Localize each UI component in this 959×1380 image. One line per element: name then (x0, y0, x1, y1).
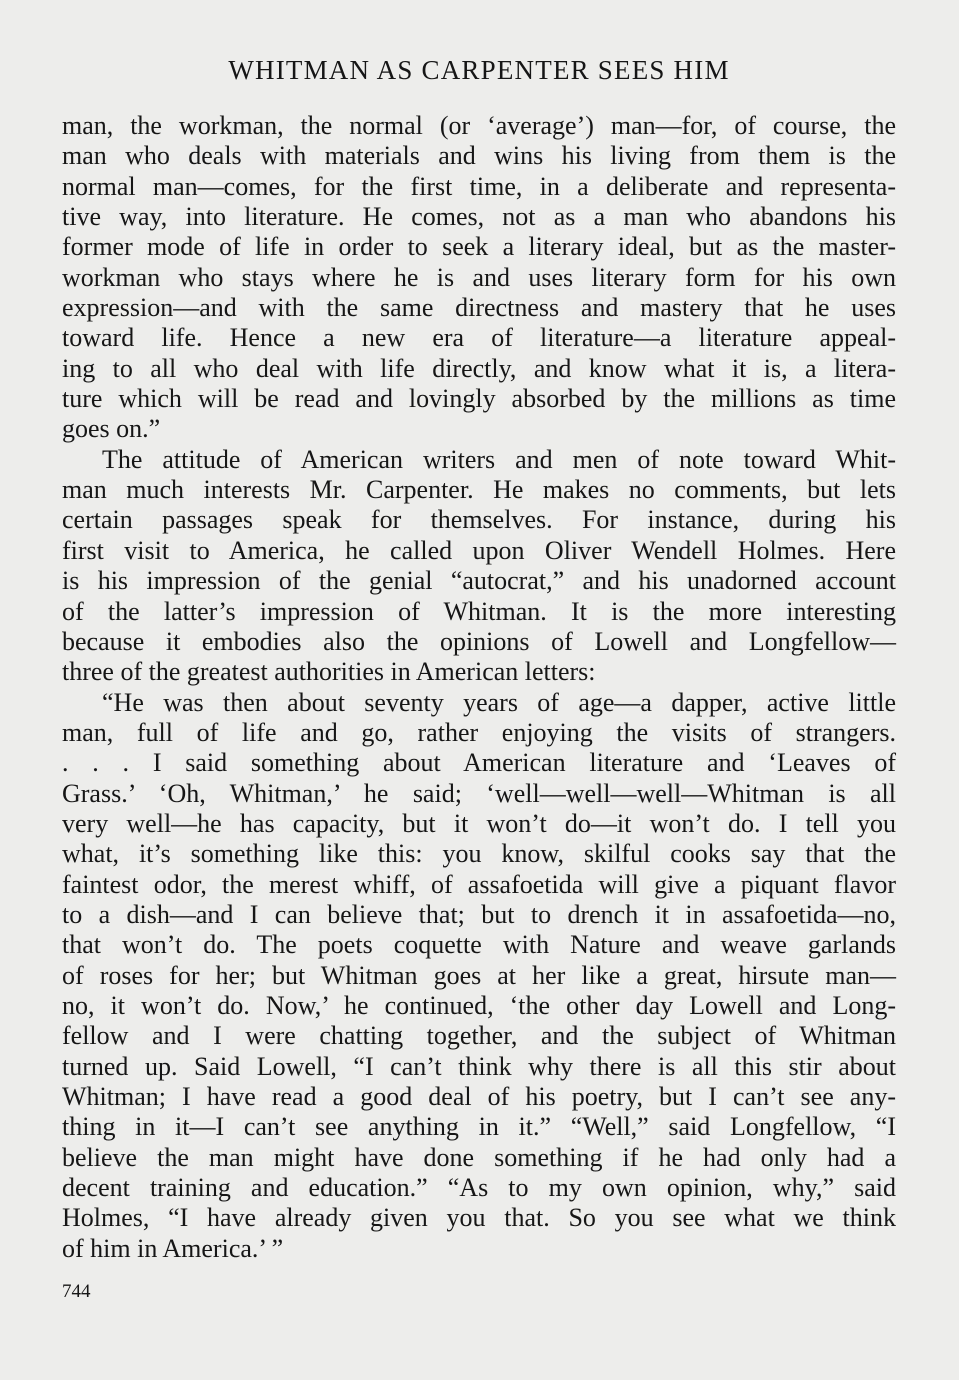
text-line: man, full of life and go, rather enjoying the visits of strangers. (62, 717, 896, 747)
text-line: what, it’s something like this: you know, skilful cooks say that the (62, 839, 896, 869)
text-line: normal man—comes, for the first time, in a deliberate and representa- (62, 171, 896, 201)
text-line: The attitude of American writers and men of note toward Whit- (102, 444, 896, 474)
text-line: because it embodies also the opinions of Lowell and Longfellow— (62, 626, 896, 656)
text-line: first visit to America, he called upon Oliver Wendell Holmes. Here (62, 535, 896, 565)
text-line: to a dish—and I can believe that; but to drench it in assafoetida—no, (62, 899, 896, 929)
text-line: believe the man might have done something if he had only had a (62, 1142, 896, 1172)
text-line: man much interests Mr. Carpenter. He makes no comments, but lets (62, 475, 896, 505)
text-line: goes on.” (62, 414, 161, 444)
text-line: tive way, into literature. He comes, not as a man who abandons his (62, 202, 896, 232)
text-line: toward life. Hence a new era of literature—a literature appeal- (62, 323, 896, 353)
text-line: no, it won’t do. Now,’ he continued, ‘the other day Lowell and Long- (62, 990, 896, 1020)
text-line: three of the greatest authorities in American letters: (62, 657, 596, 687)
text-line: very well—he has capacity, but it won’t do—it won’t do. I tell you (62, 808, 896, 838)
text-line: former mode of life in order to seek a literary ideal, but as the master- (62, 232, 896, 262)
text-line: turned up. Said Lowell, “I can’t think why there is all this stir about (62, 1051, 896, 1081)
text-line: of roses for her; but Whitman goes at her like a great, hirsute man— (62, 960, 896, 990)
text-line: Grass.’ ‘Oh, Whitman,’ he said; ‘well—well—well—Whitman is all (62, 778, 896, 808)
text-line: man who deals with materials and wins his living from them is the (62, 141, 896, 171)
text-line: of the latter’s impression of Whitman. It is the more interesting (62, 596, 896, 626)
text-line: thing in it—I can’t see anything in it.” “Well,” said Longfellow, “I (62, 1112, 896, 1142)
text-line: ing to all who deal with life directly, and know what it is, a litera- (62, 353, 896, 383)
text-line: is his impression of the genial “autocrat,” and his unadorned account (62, 566, 896, 596)
page-number: 744 (62, 1281, 91, 1302)
text-line: fellow and I were chatting together, and the subject of Whitman (62, 1021, 896, 1051)
text-line: decent training and education.” “As to my own opinion, why,” said (62, 1173, 896, 1203)
text-line: . . . I said something about American literature and ‘Leaves of (62, 748, 896, 778)
text-line: Holmes, “I have already given you that. So you see what we think (62, 1203, 896, 1233)
text-line: of him in America.’ ” (62, 1233, 284, 1263)
text-line: Whitman; I have read a good deal of his poetry, but I can’t see any- (62, 1082, 896, 1111)
body-text (62, 111, 896, 1264)
text-line: workman who stays where he is and uses literary form for his own (62, 262, 896, 292)
running-head: WHITMAN AS CARPENTER SEES HIM (228, 55, 730, 85)
text-line: man, the workman, the normal (or ‘average’) man—for, of course, the (62, 111, 896, 140)
text-line: faintest odor, the merest whiff, of assafoetida will give a piquant flavor (62, 869, 896, 899)
text-line: “He was then about seventy years of age—a dapper, active little (102, 687, 896, 717)
text-line: ture which will be read and lovingly absorbed by the millions as time (62, 384, 896, 414)
text-line: that won’t do. The poets coquette with Nature and weave garlands (62, 930, 896, 960)
text-line: expression—and with the same directness and mastery that he uses (62, 293, 896, 323)
text-line: certain passages speak for themselves. For instance, during his (62, 505, 896, 535)
